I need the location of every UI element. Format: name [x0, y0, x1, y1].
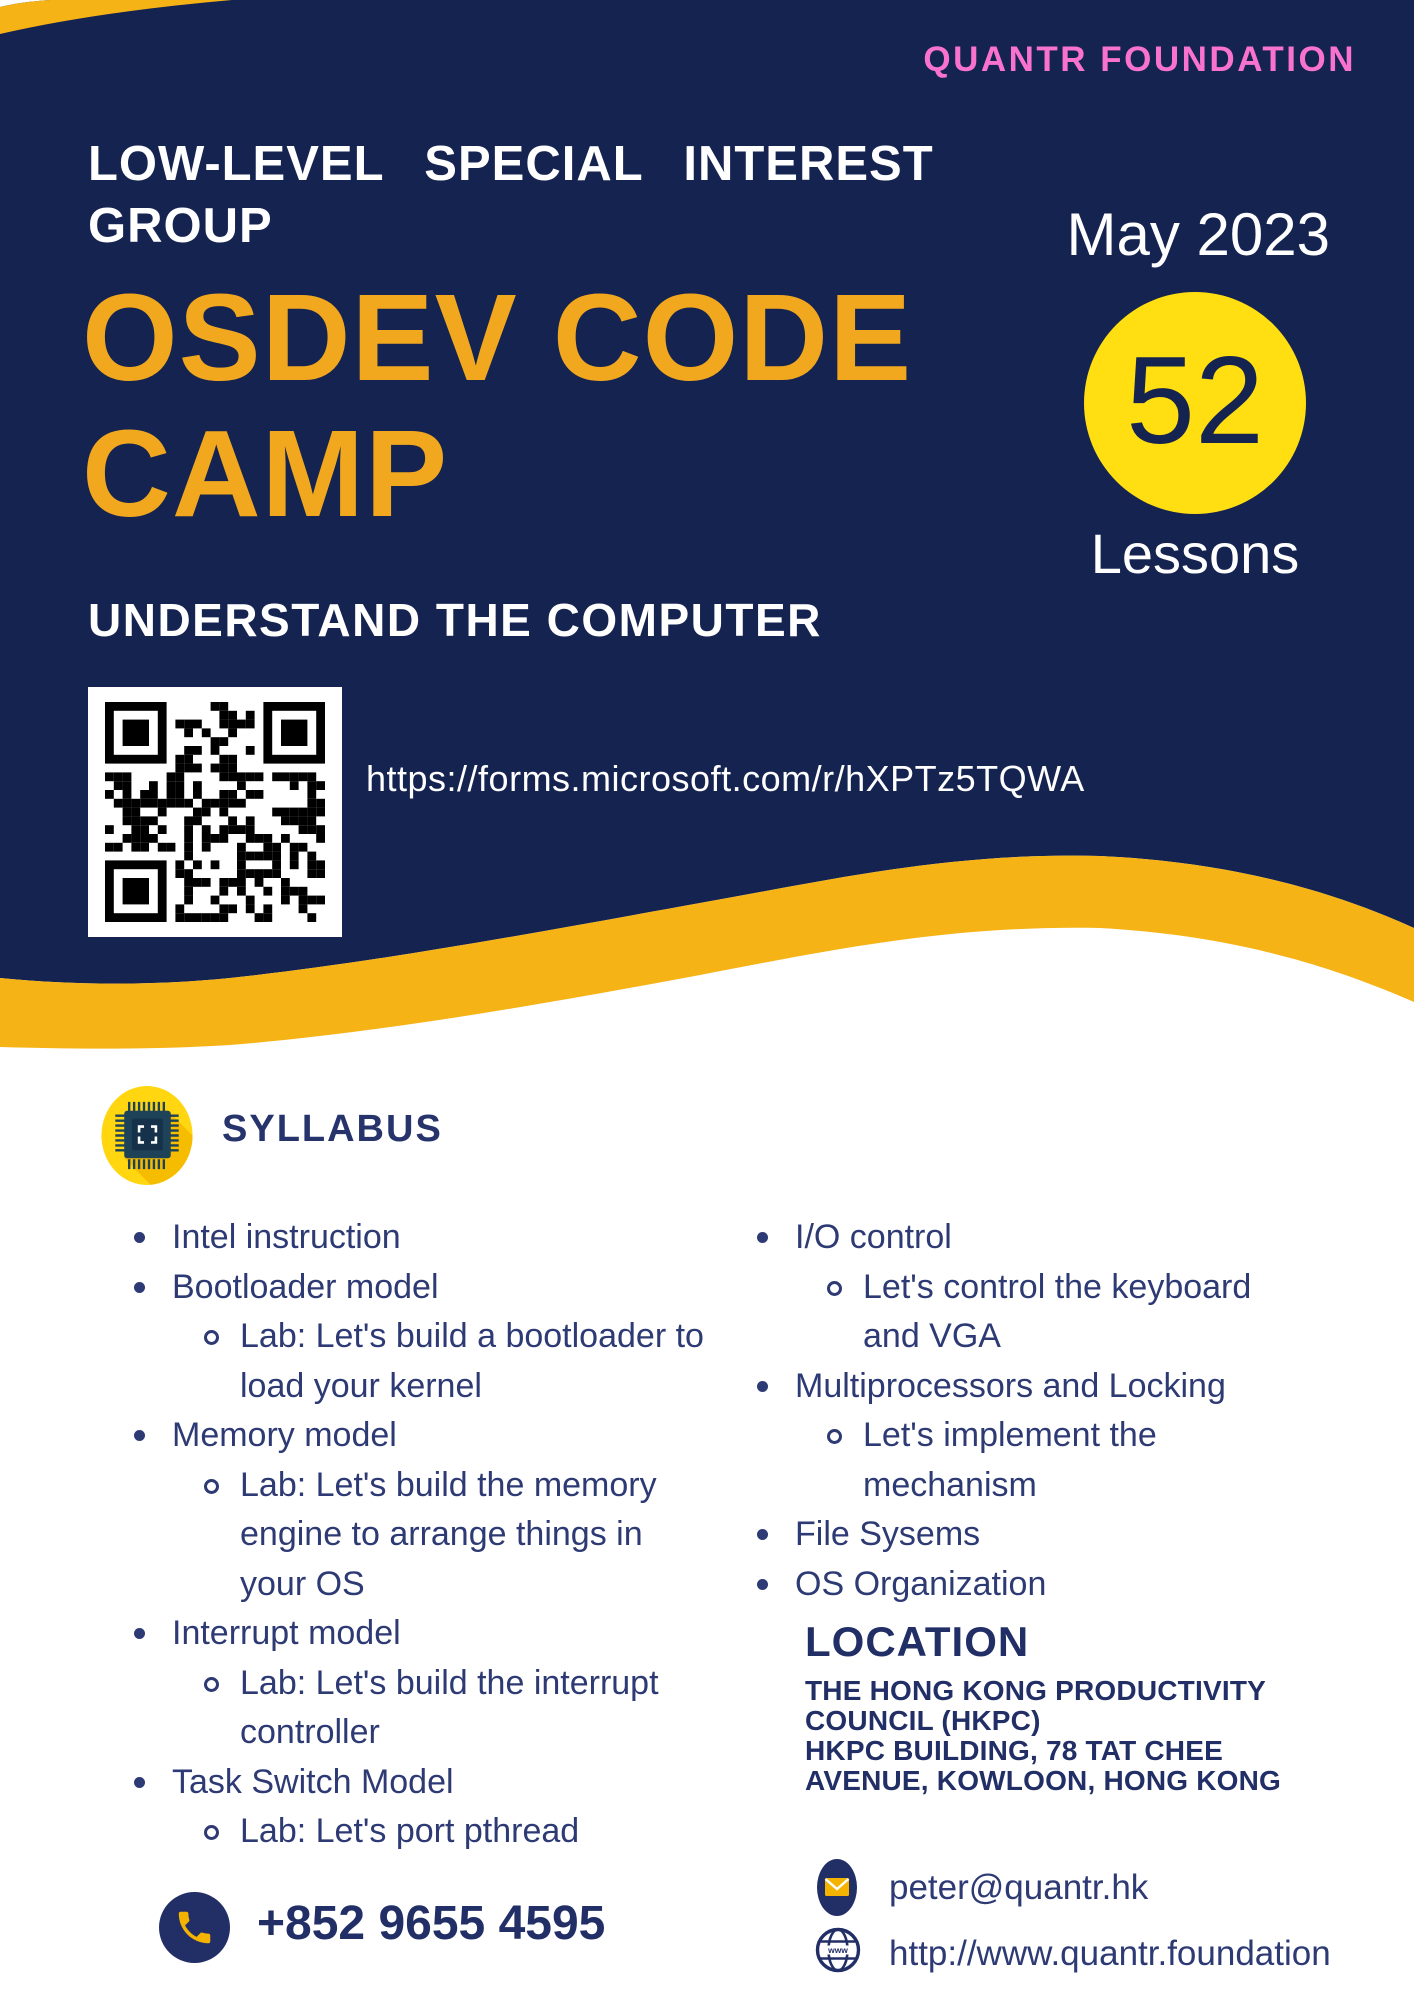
subtitle-line1: LOW-LEVEL SPECIAL INTEREST [88, 137, 934, 191]
bullet-dot [134, 1282, 145, 1293]
syllabus-list-right [751, 1213, 1311, 1609]
website-url[interactable]: http://www.quantr.foundation [889, 1934, 1331, 1973]
syllabus-sub-item-label: Let's control the keyboard and VGA [863, 1267, 1252, 1355]
svg-text:www: www [828, 1945, 848, 1955]
brand-name: QUANTR FOUNDATION [923, 40, 1356, 79]
syllabus-item-label: I/O control [795, 1218, 952, 1256]
subtitle [88, 133, 934, 257]
bullet-dot [757, 1381, 768, 1392]
syllabus-item-label: OS Organization [795, 1564, 1047, 1603]
bullet-ring [827, 1281, 842, 1296]
syllabus-item-label: Memory model [172, 1416, 397, 1454]
syllabus-item [128, 1263, 718, 1313]
page-title [82, 271, 912, 543]
syllabus-item-label: File Sysems [795, 1515, 981, 1553]
syllabus-sub-item-label: Lab: Let's build the memory engine to arrange things in your OS [240, 1465, 657, 1603]
bullet-dot [134, 1628, 145, 1639]
syllabus-item [751, 1362, 1311, 1412]
event-date: May 2023 [1066, 201, 1330, 268]
syllabus-item [128, 1758, 718, 1808]
syllabus-list-left [128, 1213, 718, 1857]
syllabus-item [128, 1411, 718, 1461]
syllabus-sub-item-label: Lab: Let's build the interrupt controller [240, 1663, 659, 1751]
syllabus-item [128, 1609, 718, 1659]
syllabus-sub-item-label: Let's implement the mechanism [863, 1416, 1157, 1504]
address-line: HKPC BUILDING, 78 TAT CHEE [805, 1735, 1223, 1766]
envelope-icon [817, 1859, 857, 1916]
title-line2: CAMP [82, 406, 449, 543]
syllabus-sub-item [128, 1461, 718, 1610]
subtitle-line2: GROUP [88, 199, 273, 253]
syllabus-item [128, 1213, 718, 1263]
syllabus-sub-item [128, 1659, 718, 1758]
registration-url[interactable]: https://forms.microsoft.com/r/hXPTz5TQWA [366, 758, 1085, 799]
bullet-dot [134, 1232, 145, 1243]
address-line: AVENUE, KOWLOON, HONG KONG [805, 1765, 1282, 1796]
syllabus-sub-item [751, 1411, 1311, 1510]
syllabus-item-label: Interrupt model [172, 1614, 401, 1652]
lessons-count: 52 [1126, 332, 1264, 470]
bullet-dot [134, 1430, 145, 1441]
location-address [805, 1676, 1281, 1796]
syllabus-item-label: Task Switch Model [172, 1762, 454, 1801]
location-heading: LOCATION [805, 1618, 1030, 1665]
syllabus-sub-item [751, 1263, 1311, 1362]
bullet-dot [757, 1529, 768, 1540]
title-line1: OSDEV CODE [82, 270, 913, 407]
bullet-ring [204, 1479, 219, 1494]
globe-www-icon [815, 1927, 861, 1973]
syllabus-item-label: Bootloader model [172, 1267, 439, 1306]
bullet-ring [204, 1825, 219, 1840]
address-line: COUNCIL (HKPC) [805, 1705, 1041, 1736]
bullet-dot [757, 1232, 768, 1243]
email-address[interactable]: peter@quantr.hk [889, 1868, 1149, 1907]
syllabus-sub-item [128, 1807, 718, 1857]
lessons-label: Lessons [1090, 522, 1300, 585]
syllabus-sub-item-label: Lab: Let's build a bootloader to load your kernel [240, 1317, 704, 1405]
bullet-ring [204, 1677, 219, 1692]
syllabus-heading: SYLLABUS [222, 1108, 443, 1150]
qr-code[interactable] [88, 687, 342, 937]
tagline: UNDERSTAND THE COMPUTER [88, 594, 822, 646]
syllabus-sub-item-label: Lab: Let's port pthread [240, 1812, 580, 1850]
syllabus-item-label: Intel instruction [172, 1218, 401, 1256]
syllabus-item-label: Multiprocessors and Locking [795, 1366, 1226, 1405]
bullet-ring [827, 1429, 842, 1444]
syllabus-item [751, 1560, 1311, 1610]
chip-icon [101, 1086, 193, 1185]
syllabus-sub-item [128, 1312, 718, 1411]
bullet-dot [134, 1777, 145, 1788]
bullet-dot [757, 1579, 768, 1590]
phone-number[interactable]: +852 9655 4595 [257, 1897, 606, 1950]
lessons-count-badge [1084, 292, 1306, 514]
syllabus-item [751, 1213, 1311, 1263]
address-line: THE HONG KONG PRODUCTIVITY [805, 1675, 1266, 1706]
syllabus-item [751, 1510, 1311, 1560]
phone-icon [159, 1892, 230, 1963]
bullet-ring [204, 1330, 219, 1345]
